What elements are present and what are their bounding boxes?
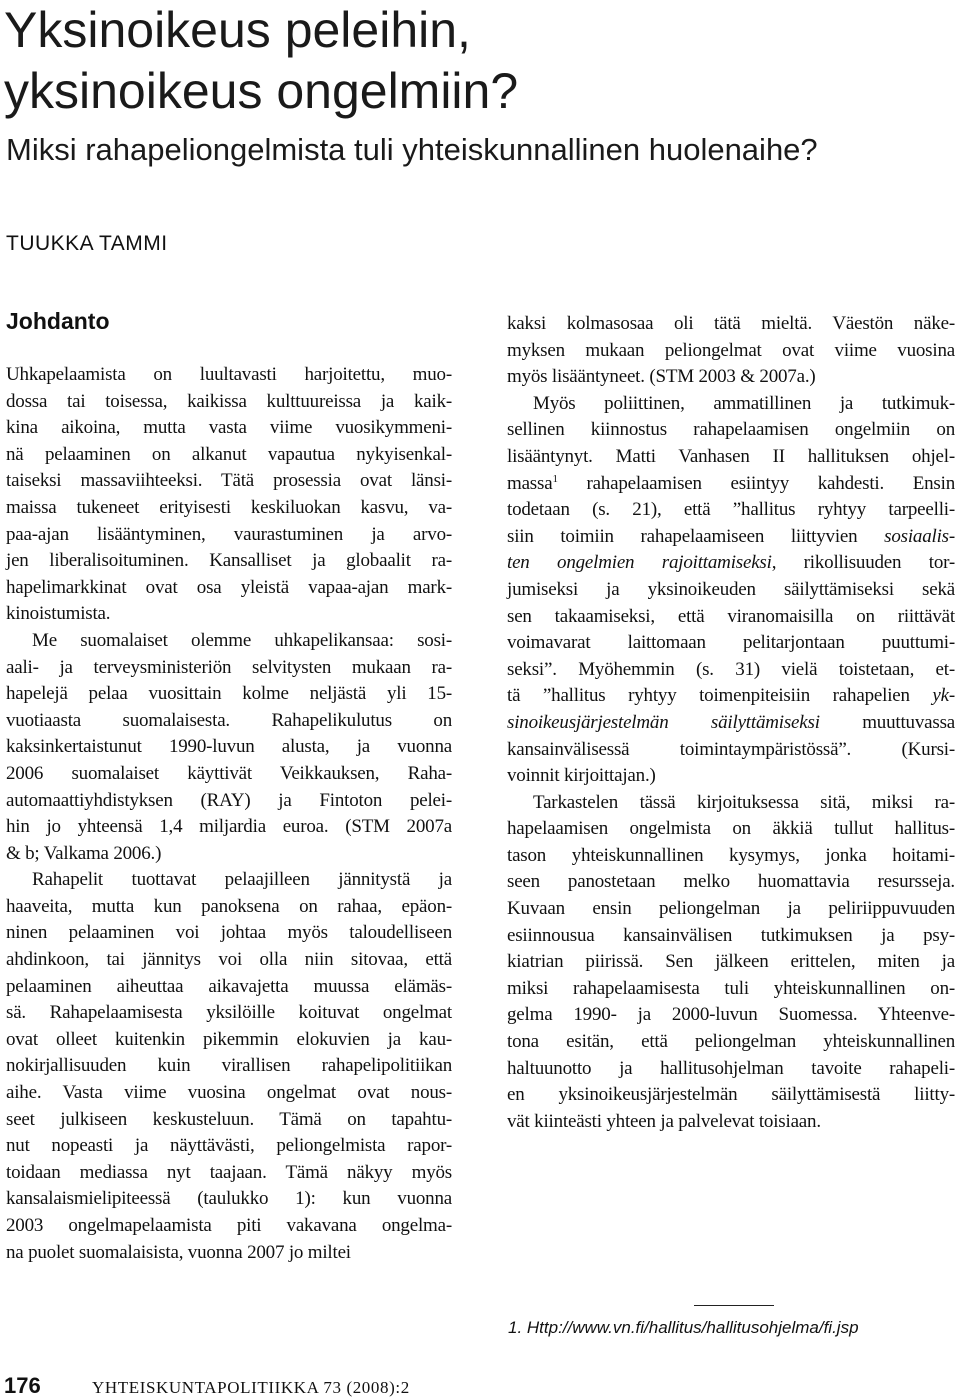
footnote: 1. Http://www.vn.fi/hallitus/hallitusohjelma/fi.jsp <box>508 1318 859 1337</box>
text-line: voimavarat laittomaan pelitarjontaan puuttumi- <box>507 632 955 654</box>
text-line: Tarkastelen tässä kirjoituksessa sitä, miksi ra- <box>533 791 955 813</box>
text-line: Me suomalaiset olemme uhkapelikansaa: sosi- <box>32 629 452 651</box>
text-line: ahdinkoon, tai jännitys voi olla niin sitovaa, että <box>6 949 452 971</box>
text-line: na puolet suomalaisista, vuonna 2007 jo miltei <box>6 1241 351 1263</box>
italic-emphasis: yk- <box>932 685 955 707</box>
text-line: vuotiaasta suomalaisesta. Rahapelikulutus on <box>6 709 452 731</box>
title-line: Yksinoikeus peleihin, <box>4 2 471 58</box>
right-column <box>507 311 955 1135</box>
text-line: aihe. Vasta viime vuosina ongelmat ovat nous- <box>6 1082 452 1104</box>
text-line: jen liberalisoituminen. Kansalliset ja globaalit ra- <box>6 550 452 572</box>
text-line: paa-ajan lisääntyminen, vaurastuminen ja arvo- <box>6 523 452 545</box>
text-line: haltuunotto ja hallitusohjelman tavoite rahapeli- <box>507 1057 955 1079</box>
text-line: tä ”hallitus ryhtyy toimenpiteisiin rahapelien yk- <box>507 685 955 707</box>
italic-emphasis: ten ongelmien rajoittamiseksi <box>507 552 772 574</box>
footnote-marker: 1 <box>552 472 558 485</box>
text-line: kiatrian piirissä. Sen jälkeen erittelen, miten ja <box>507 951 955 973</box>
text-line: toidaan mediassa nyt taajaan. Tämä näkyy myös <box>6 1161 452 1183</box>
text-line: ninen pelaaminen voi johtaa myös taloudelliseen <box>6 922 452 944</box>
text-line: hapelimarkkinat ovat osa yleistä vapaa-ajan mark- <box>6 576 452 598</box>
text-line: & b; Valkama 2006.) <box>6 842 162 864</box>
text-line: Myös poliittinen, ammatillinen ja tutkimuk- <box>533 392 955 414</box>
text-line: sinoikeusjärjestelmän säilyttämiseksi muuttuvassa <box>507 711 955 733</box>
text-line: myös lisääntyneet. (STM 2003 & 2007a.) <box>507 366 816 388</box>
text-line: kaksi kolmasosaa oli tätä mieltä. Väestön näke- <box>507 313 955 334</box>
text-line: lisääntynyt. Matti Vanhasen II hallituksen ohjel- <box>507 445 955 467</box>
text-line: nä pelaaminen on alkanut vapautua nykyisenkal- <box>6 443 452 465</box>
text-line: kinoistumista. <box>6 603 111 625</box>
text-line: seen panostetaan melko huomattavia resursseja. <box>507 871 955 893</box>
text-line: automaattiyhdistyksen (RAY) ja Fintoton pelei- <box>6 789 452 811</box>
footnote-divider <box>694 1305 774 1306</box>
text-line: siin toimiin rahapelaamiseen liittyvien sosiaalis- <box>507 525 955 547</box>
text-line: miksi rahapelaamisesta tuli yhteiskunnallinen on- <box>507 977 955 999</box>
text-line: kansainvälisessä toimintaympäristössä”. (Kursi- <box>507 738 955 760</box>
italic-emphasis: sosiaalis- <box>884 525 955 547</box>
text-line: kaksinkertaistunut 1990-luvun alusta, ja vuonna <box>6 736 452 758</box>
text-line: Kuvaan ensin peliongelman ja peliriippuvuuden <box>507 898 955 920</box>
text-line: nut nopeasti ja näyttävästi, peliongelmista rapor- <box>6 1135 452 1157</box>
text-line: myksen mukaan peliongelmat ovat viime vuosina <box>507 339 955 361</box>
text-line: hapelaamisen ongelmista on äkkiä tullut hallitus- <box>507 818 955 840</box>
text-line: esiinnousua kansainvälisen tutkimuksen ja psy- <box>507 924 955 946</box>
text-line: 2003 ongelmapelaamista piti vakavana ongelma- <box>6 1215 452 1236</box>
section-heading: Johdanto <box>6 308 110 334</box>
text-line: gelma 1990- ja 2000-luvun Suomessa. Yhteenve- <box>507 1004 955 1026</box>
article-subtitle: Miksi rahapeliongelmista tuli yhteiskunnallinen huolenaihe? <box>6 132 818 167</box>
text-line: voinnit kirjoittajan.) <box>507 765 656 787</box>
text-line: taiseksi massaviihteeksi. Tätä prosessia ovat länsi- <box>6 470 452 492</box>
text-line: seksi”. Myöhemmin (s. 31) vielä toistetaan, et- <box>507 658 955 680</box>
text-line: hapelejä pelaa vuosittain kolme neljästä yli 15- <box>6 683 452 705</box>
text-line: seet julkiseen keskusteluun. Tämä on tapahtu- <box>6 1108 452 1130</box>
text-line: haaveita, mutta kun panoksena on rahaa, epäon- <box>6 895 452 917</box>
text-line: pelaaminen aiheuttaa aikavajetta muussa elämäs- <box>6 975 452 997</box>
text-line: sen takaamiseksi, että viranomaisilla on riittävät <box>507 605 955 627</box>
text-line: 2006 suomalaiset käyttivät Veikkauksen, Raha- <box>6 762 452 784</box>
text-line: Uhkapelaamista on luultavasti harjoitettu, muo- <box>6 364 452 385</box>
text-line: aali- ja terveysministeriön selvitysten mukaan ra- <box>6 656 452 678</box>
text-line: todetaan (s. 21), että ”hallitus ryhtyy tarpeelli- <box>507 499 955 521</box>
text-line: Rahapelit tuottavat pelaajilleen jännitystä ja <box>32 869 452 891</box>
text-line: sellinen kiinnostus rahapelaamisen ongelmiin on <box>507 419 955 441</box>
text-line: massa$^1$ rahapelaamisen esiintyy kahdesti. Ensin <box>507 472 955 494</box>
article-title <box>4 0 518 122</box>
text-line: tason yhteiskunnallinen kysymys, jonka hoitami- <box>507 844 955 866</box>
text-line: kina aikoina, mutta vasta viime vuosikymmeni- <box>6 417 452 439</box>
text-line: sä. Rahapelaamisesta yksilöille koituvat ongelmat <box>6 1002 452 1024</box>
title-line: yksinoikeus ongelmiin? <box>4 63 519 119</box>
text-line: nokirjallisuuden kuin virallisen rahapelipolitiikan <box>6 1055 452 1077</box>
text-line: dossa tai toisessa, kaikissa kulttuureissa ja kaik- <box>6 390 452 412</box>
text-line: en yksinoikeusjärjestelmän säilyttämisestä liitty- <box>507 1084 955 1106</box>
text-line: vät kiinteästi yhteen ja palvelevat toisiaan. <box>507 1110 821 1132</box>
text-line: hin jo yhteensä 1,4 miljardia euroa. (STM 2007a <box>6 816 452 838</box>
text-line: tona esitän, että peliongelman yhteiskunnallinen <box>507 1031 955 1053</box>
author-name: TUUKKA TAMMI <box>6 232 168 255</box>
text-line: maissa tukeneet erityisesti keskiluokan kasvu, va- <box>6 496 452 518</box>
left-column <box>6 362 452 1266</box>
text-line: jumiseksi ja yksinoikeuden säilyttämiseksi sekä <box>507 578 955 600</box>
journal-name: YHTEISKUNTAPOLITIIKKA 73 (2008):2 <box>92 1378 410 1397</box>
page-number: 176 <box>4 1373 41 1398</box>
italic-emphasis: sinoikeusjärjestelmän säilyttämiseksi <box>507 711 820 733</box>
text-line: ten ongelmien rajoittamiseksi, rikollisuuden tor- <box>507 552 956 574</box>
text-line: kansalaismielipiteessä (taulukko 1): kun vuonna <box>6 1188 452 1210</box>
text-line: ovat olleet kuitenkin pikemmin elokuvien ja kau- <box>6 1028 452 1050</box>
